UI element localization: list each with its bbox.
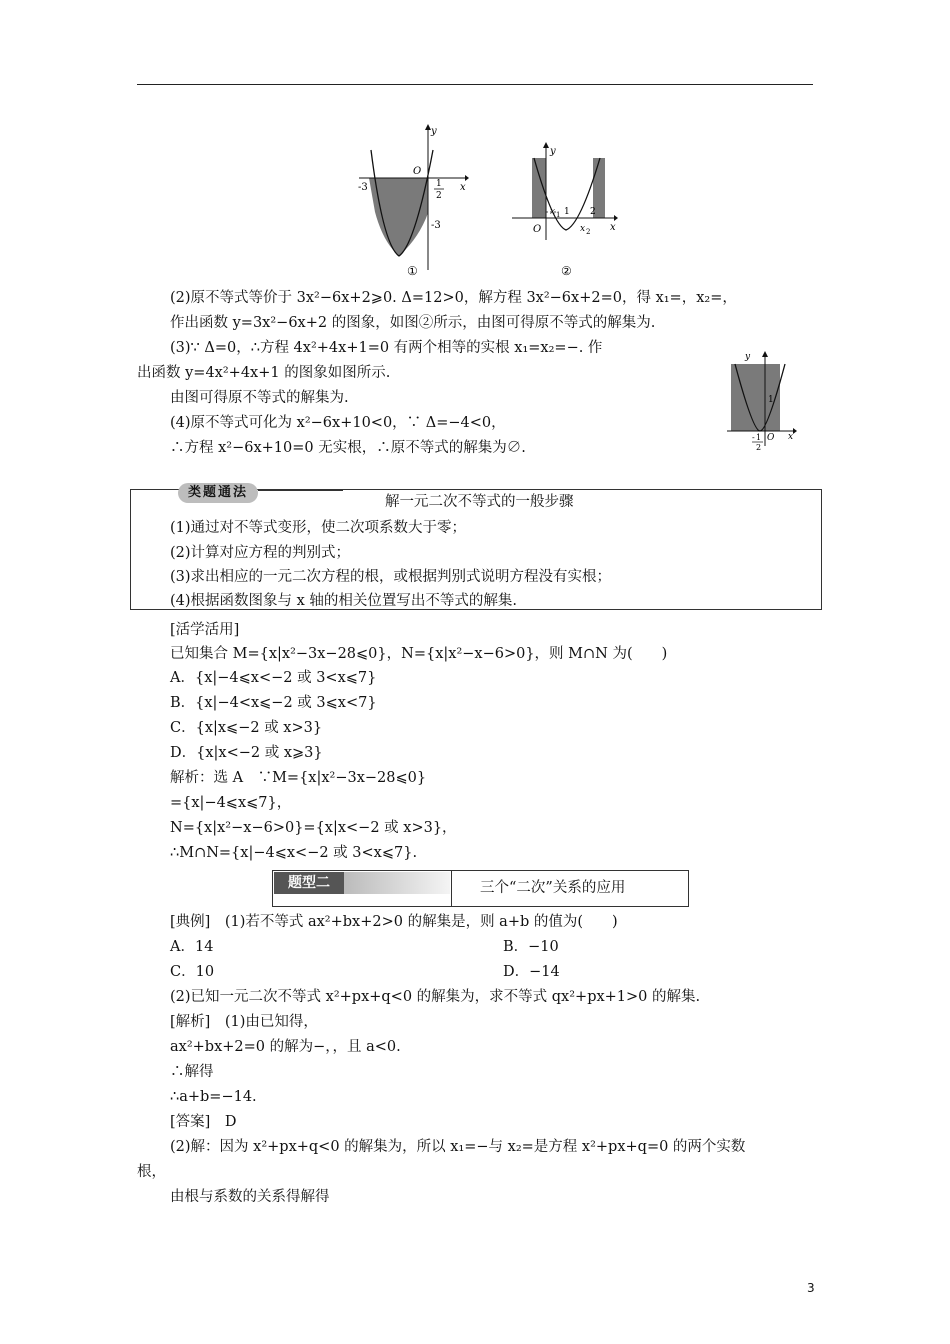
example-option-d: D．−14 xyxy=(503,964,560,980)
method-step-3: (3)求出相应的一元二次方程的根，或根据判别式说明方程没有实根； xyxy=(170,569,612,585)
svg-text:2: 2 xyxy=(436,191,442,201)
svg-text:-: - xyxy=(752,433,755,442)
practice-option-b: B．{x|−4<x⩽−2 或 3⩽x<7} xyxy=(170,695,377,711)
svg-text:1: 1 xyxy=(564,207,570,217)
solution-line-3: (3)∵ Δ=0，∴方程 4x²+4x+1=0 有两个相等的实根 x₁=x₂=−. 作 xyxy=(170,340,603,356)
section-separator xyxy=(451,870,452,906)
practice-question: 已知集合 M={x|x²−3x−28⩽0}，N={x|x²−x−6>0}，则 M∩N 为( ) xyxy=(170,646,668,662)
example-option-c: C．10 xyxy=(170,964,215,980)
badge-underline xyxy=(258,490,343,491)
solution-line-1: (2)原不等式等价于 3x²−6x+2⩾0. Δ=12>0，解方程 3x²−6x+2=0，得 x₁=，x₂=， xyxy=(170,290,737,306)
svg-text:2: 2 xyxy=(756,443,762,452)
svg-text:1: 1 xyxy=(436,179,442,189)
example-solution-7: 由根与系数的关系得解得 xyxy=(170,1189,330,1205)
example-solution-5: (2)解：因为 x²+px+q<0 的解集为，所以 x₁=−与 x₂=是方程 x²+px+q=0 的两个实数 xyxy=(170,1139,746,1155)
practice-option-d: D．{x|x<−2 或 x⩾3} xyxy=(170,745,323,761)
solution-line-5: 由图可得原不等式的解集为. xyxy=(170,390,349,406)
svg-text:-3: -3 xyxy=(358,182,368,193)
svg-text:x: x xyxy=(580,224,586,234)
example-part-2: (2)已知一元二次不等式 x²+px+q<0 的解集为，求不等式 qx²+px+1>0 的解集. xyxy=(170,989,701,1005)
figure-3-parabola xyxy=(725,346,800,456)
figure-1-parabola xyxy=(355,120,470,280)
method-badge: 类题通法 xyxy=(178,483,258,503)
solution-line-7: ∴方程 x²−6x+10=0 无实根，∴原不等式的解集为∅. xyxy=(170,440,526,456)
solution-line-6: (4)原不等式可化为 x²−6x+10<0，∵ Δ=−4<0， xyxy=(170,415,506,431)
method-step-1: (1)通过对不等式变形，使二次项系数大于零； xyxy=(170,520,467,536)
page-number: 3 xyxy=(807,1281,815,1295)
svg-text:y: y xyxy=(550,146,556,157)
method-title: 解一元二次不等式的一般步骤 xyxy=(385,494,574,510)
practice-option-a: A．{x|−4⩽x<−2 或 3<x⩽7} xyxy=(170,670,377,686)
svg-text:y: y xyxy=(745,352,751,362)
example-stem: [典例] (1)若不等式 ax²+bx+2>0 的解集是，则 a+b 的值为( ) xyxy=(170,914,618,930)
shaded-region-1 xyxy=(369,178,428,256)
example-solution-3: ∴解得 xyxy=(170,1064,214,1080)
svg-text:O: O xyxy=(413,166,422,177)
example-answer: [答案] D xyxy=(170,1114,237,1130)
figure-2-parabola xyxy=(508,140,623,280)
svg-text:O: O xyxy=(767,433,775,443)
solution-line-2: 作出函数 y=3x²−6x+2 的图象，如图②所示，由图可得原不等式的解集为. xyxy=(170,315,656,331)
example-solution-6: 根， xyxy=(137,1164,166,1180)
svg-text:O: O xyxy=(533,224,542,235)
svg-text:②: ② xyxy=(561,264,572,278)
svg-text:-3: -3 xyxy=(431,220,441,231)
practice-solution-4: ∴M∩N={x|−4⩽x<−2 或 3<x⩽7}. xyxy=(170,845,418,861)
method-step-2: (2)计算对应方程的判别式； xyxy=(170,545,351,561)
svg-text:1: 1 xyxy=(756,433,762,442)
practice-solution-2: ={x|−4⩽x⩽7}， xyxy=(170,795,292,811)
svg-text:2: 2 xyxy=(590,207,596,217)
svg-text:2: 2 xyxy=(586,228,591,236)
example-option-b: B．−10 xyxy=(503,939,559,955)
practice-solution-3: N={x|x²−x−6>0}={x|x<−2 或 x>3}， xyxy=(170,820,457,836)
shaded-left-3 xyxy=(731,364,760,431)
example-solution-2: ax²+bx+2=0 的解为−，，且 a<0. xyxy=(170,1039,401,1055)
svg-text:1: 1 xyxy=(768,395,774,405)
section-label: 题型二 xyxy=(274,872,344,894)
svg-text:x: x xyxy=(788,432,794,442)
svg-text:y: y xyxy=(431,126,437,137)
method-step-4: (4)根据函数图象与 x 轴的相关位置写出不等式的解集. xyxy=(170,593,518,609)
header-rule xyxy=(137,84,813,85)
svg-text:x: x xyxy=(550,207,556,217)
section-label-fade xyxy=(344,872,450,894)
solution-line-4: 出函数 y=4x²+4x+1 的图象如图所示. xyxy=(137,365,391,381)
practice-solution-1: 解析：选 A ∵M={x|x²−3x−28⩽0} xyxy=(170,770,427,786)
example-option-a: A．14 xyxy=(170,939,214,955)
section-title: 三个“二次”关系的应用 xyxy=(480,880,626,896)
svg-text:1: 1 xyxy=(556,211,561,219)
svg-text:①: ① xyxy=(407,264,418,278)
example-solution-1: [解析] (1)由已知得， xyxy=(170,1014,318,1030)
practice-heading: [活学活用] xyxy=(170,622,240,638)
svg-text:x: x xyxy=(610,222,616,233)
example-solution-4: ∴a+b=−14. xyxy=(170,1089,257,1105)
svg-text:x: x xyxy=(460,182,466,193)
practice-option-c: C．{x|x⩽−2 或 x>3} xyxy=(170,720,323,736)
